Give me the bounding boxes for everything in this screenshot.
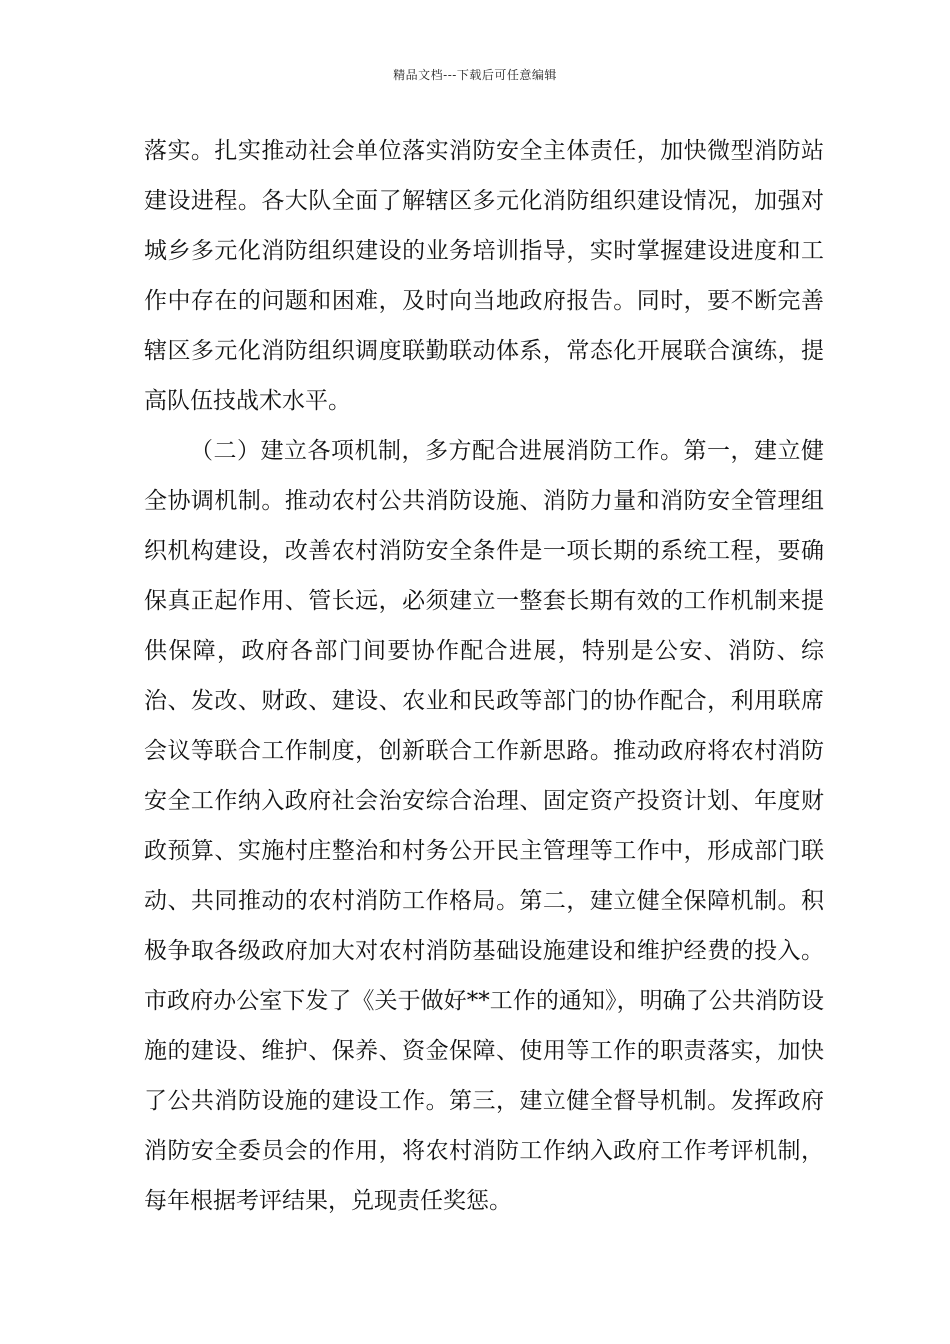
paragraph-continuation: 落实。扎实推动社会单位落实消防安全主体责任，加快微型消防站建设进程。各大队全面了解辖区多元化消防组织建设情况，加强对城乡多元化消防组织建设的业务培训指导，实时掌握建设进度和工作中存在的问题和困难，及时向当地政府报告。同时，要不断完善辖区多元化消防组织调度联勤联动体系，常态化开展联合演练，提高队伍技战术水平。 (144, 138, 824, 414)
paragraph-mechanisms: （二）建立各项机制，多方配合进展消防工作。第一，建立健全协调机制。推动农村公共消防设施、消防力量和消防安全管理组织机构建设，改善农村消防安全条件是一项长期的系统工程，要确保真正起作用、管长远，必须建立一整套长期有效的工作机制来提供保障，政府各部门间要协作配合进展，特别是公安、消防、综治、发改、财政、建设、农业和民政等部门的协作配合，利用联席会议等联合工作制度，创新联合工作新思路。推动政府将农村消防安全工作纳入政府社会治安综合治理、固定资产投资计划、年度财政预算、实施村庄整治和村务公开民主管理等工作中，形成部门联动、共同推动的农村消防工作格局。第二，建立健全保障机制。积极争取各级政府加大对农村消防基础设施建设和维护经费的投入。市政府办公室下发了《关于做好**工作的通知》，明确了公共消防设施的建设、维护、保养、资金保障、使用等工作的职责落实，加快了公共消防设施的建设工作。第三，建立健全督导机制。发挥政府消防安全委员会的作用，将农村消防工作纳入政府工作考评机制，每年根据考评结果，兑现责任奖惩。 (144, 438, 824, 1214)
page-header: 精品文档---下载后可任意编辑 (393, 68, 557, 82)
document-body (144, 126, 824, 1226)
